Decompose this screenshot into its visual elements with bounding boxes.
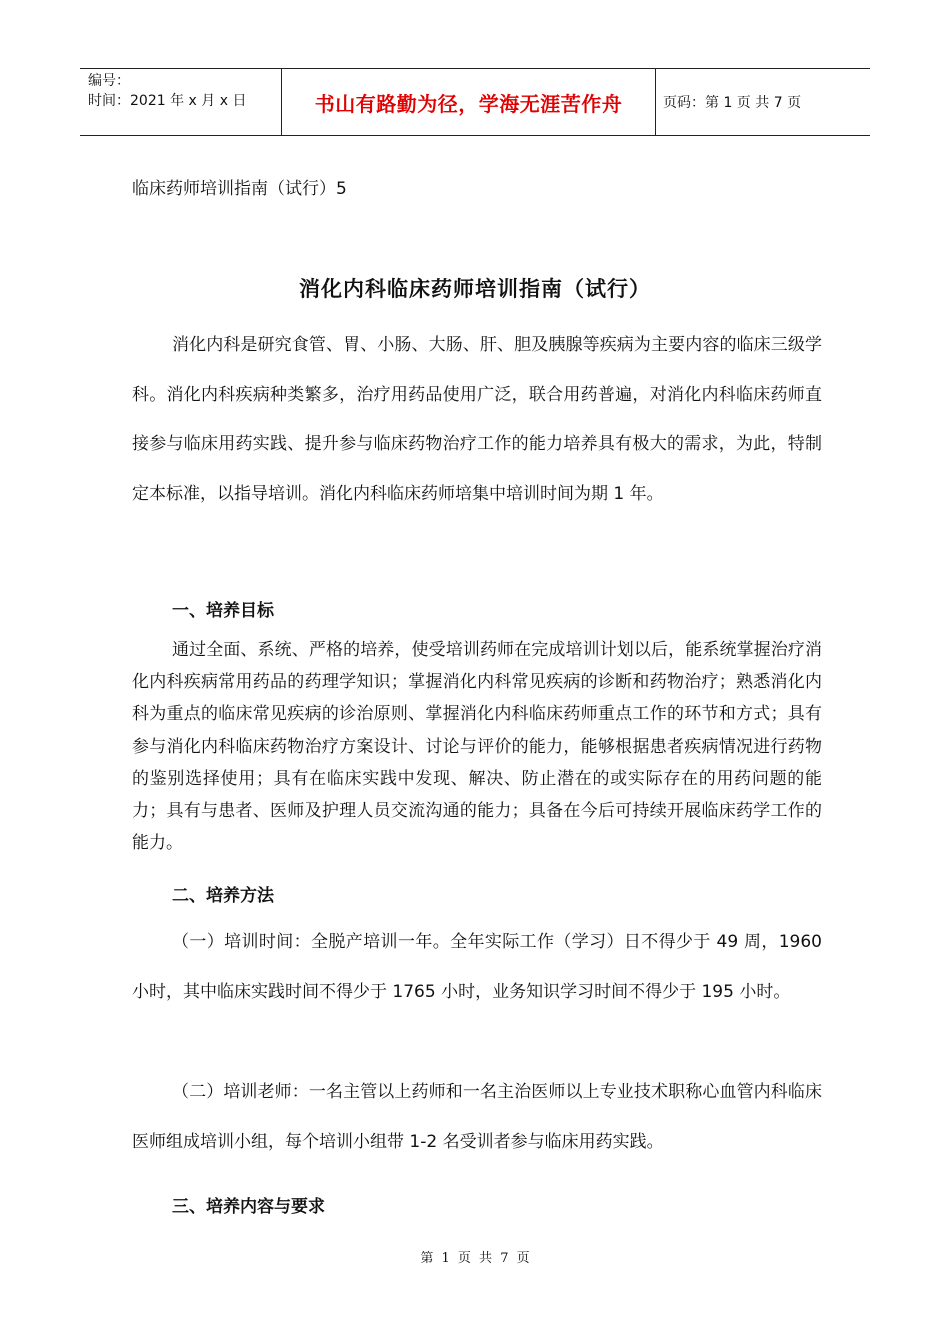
document-title: 消化内科临床药师培训指南（试行）: [299, 277, 651, 301]
training-teacher-paragraph: （二）培训老师：一名主管以上药师和一名主治医师以上专业技术职称心血管内科临床医师组成培训小组，每个培训小组带 1-2 名受训者参与临床用药实践。: [132, 1082, 822, 1152]
intro-paragraph: 消化内科是研究食管、胃、小肠、大肠、肝、胆及胰腺等疾病为主要内容的临床三级学科。消化内科疾病种类繁多，治疗用药品使用广泛，联合用药普遍，对消化内科临床药师直接参与临床用药实践、提升参与临床药物治疗工作的能力培养具有极大的需求，为此，特制定本标准，以指导培训。消化内科临床药师培集中培训时间为期 1 年。: [132, 335, 822, 504]
document-date: 时间：2021 年 x 月 x 日: [88, 93, 247, 109]
document-number-label: 编号：: [88, 73, 130, 89]
header-meta: [80, 69, 281, 135]
goals-paragraph: 通过全面、系统、严格的培养，使受培训药师在完成培训计划以后，能系统掌握治疗消化内科疾病常用药品的药理学知识；掌握消化内科常见疾病的诊断和药物治疗；熟悉消化内科为重点的临床常见疾病的诊治原则、掌握消化内科临床药师重点工作的环节和方式；具有参与消化内科临床药物治疗方案设计、讨论与评价的能力，能够根据患者疾病情况进行药物的鉴别选择使用；具有在临床实践中发现、解决、防止潜在的或实际存在的用药问题的能力；具有与患者、医师及护理人员交流沟通的能力；具备在今后可持续开展临床药学工作的能力。: [132, 640, 822, 854]
document-subtitle: 临床药师培训指南（试行）5: [132, 179, 347, 199]
training-time-paragraph: （一）培训时间：全脱产培训一年。全年实际工作（学习）日不得少于 49 周，1960 小时，其中临床实践时间不得少于 1765 小时，业务知识学习时间不得少于 195 小时。: [132, 932, 822, 1002]
section-heading-methods: 二、培养方法: [172, 886, 274, 906]
page-footer: 第 1 页 共 7 页: [420, 1251, 530, 1266]
header-page-info: 页码：第 1 页 共 7 页: [663, 95, 802, 111]
page-header: [80, 68, 870, 136]
section-heading-content: 三、培养内容与要求: [172, 1197, 325, 1217]
header-motto: 书山有路勤为径，学海无涯苦作舟: [281, 69, 656, 135]
section-heading-goals: 一、培养目标: [172, 601, 274, 621]
